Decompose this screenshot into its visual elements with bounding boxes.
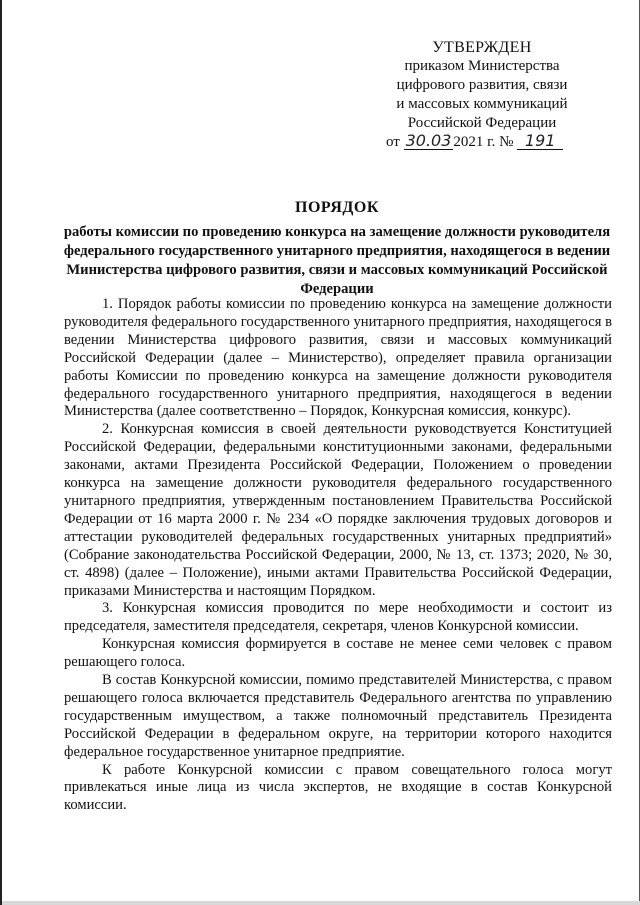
document-title: [62, 198, 612, 299]
paragraph-5: В состав Конкурсной комиссии, помимо представителей Министерства, с правом решающего голоса включается представитель Федерального агентства по управлению государственным имуществом, а также полномочный представитель Президента Российской Федерации в федеральном округе, на территории которого находится федеральное государственное унитарное предприятие.: [64, 672, 612, 760]
approval-stamp: [382, 38, 582, 152]
approval-line-4: Российской Федерации: [407, 115, 557, 131]
date-suffix: 2021 г. №: [453, 134, 514, 150]
paragraph-4: Конкурсная комиссия формируется в составе не менее семи человек с правом решающего голоса.: [64, 636, 612, 671]
paragraph-3: 3. Конкурсная комиссия проводится по мере необходимости и состоит из председателя, заместителя председателя, секретаря, членов Конкурсной комиссии.: [64, 600, 612, 635]
approval-line-3: и массовых коммуникаций: [396, 96, 568, 112]
handwritten-number: 191: [517, 133, 563, 150]
title-main: ПОРЯДОК: [295, 199, 379, 216]
paragraph-2: 2. Конкурсная комиссия в своей деятельности руководствуется Конституцией Российской Федерации, федеральными конституционными законами, федеральными законами, актами Президента Российской Федерации, Положением о проведении конкурса на замещение должности руководителя федерального государственного унитарного предприятия, утвержденным постановлением Правительства Российской Федерации от 16 марта 2000 г. № 234 «О порядке заключения трудовых договоров и аттестации руководителей федеральных государственных унитарных предприятий» (Собрание законодательства Российской Федерации, 2000, № 13, ст. 1373; 2020, № 30, ст. 4898) (далее – Положение), иными актами Правительства Российской Федерации, приказами Министерства и настоящим Порядком.: [64, 421, 612, 599]
paragraph-1: 1. Порядок работы комиссии по проведению конкурса на замещение должности руководителя федерального государственного унитарного предприятия, находящегося в ведении Министерства цифрового развития, связи и массовых коммуникаций Российской Федерации (далее – Министерство), определяет правила организации работы Комиссии по проведению конкурса на замещение должности руководителя федерального государственного унитарного предприятия, находящегося в ведении Министерства (далее соответственно – Порядок, Конкурсная комиссия, конкурс).: [64, 296, 612, 420]
paragraph-6: К работе Конкурсной комиссии с правом совещательного голоса могут привлекаться иные лица из числа экспертов, не входящие в состав Конкурсной комиссии.: [64, 761, 612, 814]
title-subtitle: работы комиссии по проведению конкурса на замещение должности руководителя федерального государственного унитарного предприятия, находящегося в ведении Министерства цифрового развития, связи и массовых коммуникаций Российской Федерации: [63, 224, 611, 297]
approval-date-line: [382, 133, 582, 152]
page-bottom-edge: [2, 901, 640, 905]
document-body: [64, 296, 612, 815]
approval-heading: УТВЕРЖДЕН: [432, 39, 532, 56]
date-prefix: от: [386, 134, 400, 150]
handwritten-date: 30.03: [405, 131, 452, 150]
approval-line-2: цифрового развития, связи: [396, 77, 568, 93]
approval-line-1: приказом Министерства: [404, 58, 560, 74]
